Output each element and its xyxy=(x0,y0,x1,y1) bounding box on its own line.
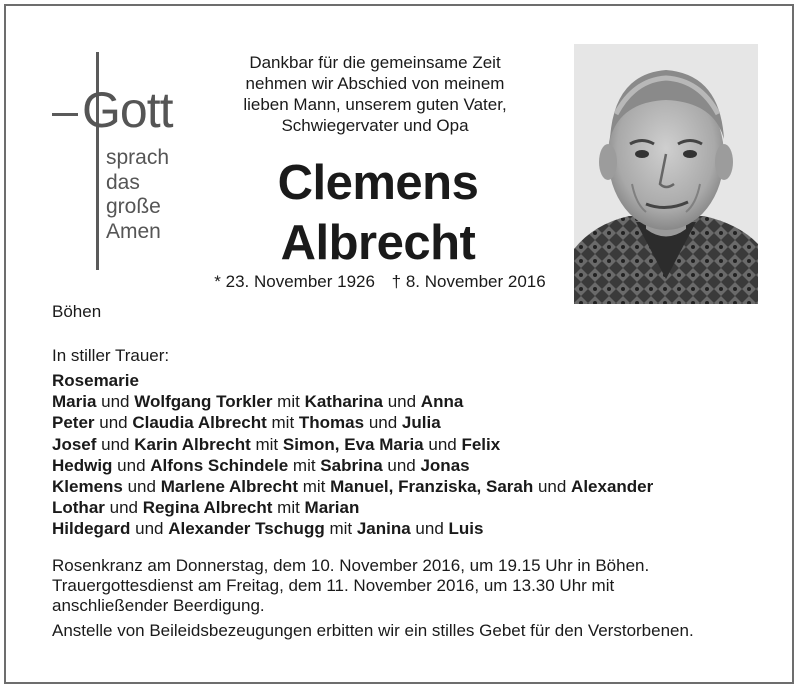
mourner-connector: mit xyxy=(288,455,321,475)
intro-text xyxy=(210,52,540,136)
mourner-connector: mit xyxy=(272,392,305,412)
mourner-connector: und xyxy=(96,392,135,412)
service-notice xyxy=(52,556,694,641)
mourner-line xyxy=(52,370,653,391)
mourner-connector: und xyxy=(382,455,421,475)
mourner-connector: mit xyxy=(272,498,305,518)
mourner-name: Simon, Eva Maria xyxy=(282,434,424,454)
mourner-line xyxy=(52,434,653,455)
mourner-name: Hedwig xyxy=(52,455,113,475)
mourner-name: Alfons Schindele xyxy=(150,455,289,475)
mourner-name: Claudia Albrecht xyxy=(132,413,267,433)
motto-word: Gott xyxy=(82,82,173,138)
portrait-photo xyxy=(574,44,758,304)
notice-line: Anstelle von Beileidsbezeugungen erbitten wir ein stilles Gebet für den Verstorbenen. xyxy=(52,621,694,640)
notice-line: Trauergottesdienst am Freitag, dem 11. November 2016, um 13.30 Uhr mit xyxy=(52,576,615,595)
mourners-list xyxy=(52,370,653,540)
mourner-connector: und xyxy=(382,392,421,412)
mourner-name: Rosemarie xyxy=(52,371,139,390)
mourner-name: Katharina xyxy=(304,392,383,412)
mourner-connector: mit xyxy=(250,434,283,454)
mourner-line xyxy=(52,455,653,476)
mourner-name: Karin Albrecht xyxy=(134,434,251,454)
deceased-last-name: Albrecht xyxy=(280,216,476,270)
mourner-name: Anna xyxy=(420,392,464,412)
mourner-name: Peter xyxy=(52,413,95,433)
mourner-name: Janina xyxy=(356,519,411,539)
mourner-connector: mit xyxy=(266,413,299,433)
life-dates xyxy=(200,272,560,292)
mourner-connector: und xyxy=(364,413,402,433)
mourner-connector: und xyxy=(410,519,449,539)
birth-date: * 23. November 1926 xyxy=(214,272,375,291)
mourner-name: Thomas xyxy=(298,413,365,433)
place-name: Böhen xyxy=(52,302,102,321)
mourner-connector: und xyxy=(423,434,462,454)
mourner-connector: und xyxy=(94,413,133,433)
intro-line: nehmen wir Abschied von meinem xyxy=(245,74,505,93)
intro-line: lieben Mann, unserem guten Vater, xyxy=(243,95,507,114)
motto-line: das xyxy=(106,170,140,194)
mourner-name: Alexander xyxy=(571,477,654,497)
mourner-name: Lothar xyxy=(52,498,105,518)
motto-line: Amen xyxy=(106,219,161,243)
mourner-line xyxy=(52,476,653,497)
mourning-label: In stiller Trauer: xyxy=(52,346,170,365)
mourner-name: Manuel, Franziska, Sarah xyxy=(330,477,534,497)
motto-line: sprach xyxy=(106,146,170,169)
death-date: † 8. November 2016 xyxy=(391,272,546,291)
mourner-line xyxy=(52,497,653,518)
mourner-name: Marian xyxy=(304,498,360,518)
mourner-connector: und xyxy=(112,455,151,475)
motto-text xyxy=(106,146,169,244)
mourner-connector: mit xyxy=(297,477,331,497)
mourner-name: Alexander Tschugg xyxy=(168,519,325,539)
mourner-name: Maria xyxy=(52,392,97,412)
mourner-connector: und xyxy=(122,477,161,497)
mourner-name: Regina Albrecht xyxy=(142,498,273,518)
mourner-name: Luis xyxy=(448,519,484,539)
mourner-line xyxy=(52,412,653,433)
mourner-connector: und xyxy=(104,498,143,518)
mourner-line xyxy=(52,518,653,539)
mourner-name: Julia xyxy=(401,413,441,433)
mourner-name: Felix xyxy=(461,434,501,454)
deceased-name xyxy=(210,153,546,273)
motto-line: große xyxy=(106,195,161,218)
notice-line: anschließender Beerdigung. xyxy=(52,596,265,615)
mourner-name: Klemens xyxy=(52,477,123,497)
cross-horizontal-bar xyxy=(52,113,78,116)
intro-line: Dankbar für die gemeinsame Zeit xyxy=(249,53,501,72)
deceased-first-name: Clemens xyxy=(277,156,479,210)
mourner-name: Sabrina xyxy=(320,455,383,475)
mourner-connector: und xyxy=(96,434,135,454)
mourner-connector: und xyxy=(130,519,169,539)
mourner-line xyxy=(52,391,653,412)
mourner-connector: und xyxy=(533,477,572,497)
mourner-name: Marlene Albrecht xyxy=(160,477,298,497)
mourner-name: Wolfgang Torkler xyxy=(134,392,273,412)
notice-line: Rosenkranz am Donnerstag, dem 10. November 2016, um 19.15 Uhr in Böhen. xyxy=(52,556,650,575)
intro-line: Schwiegervater und Opa xyxy=(281,116,469,135)
mourner-name: Hildegard xyxy=(52,519,131,539)
mourner-name: Josef xyxy=(52,434,97,454)
mourner-name: Jonas xyxy=(420,455,470,475)
mourner-connector: mit xyxy=(324,519,357,539)
